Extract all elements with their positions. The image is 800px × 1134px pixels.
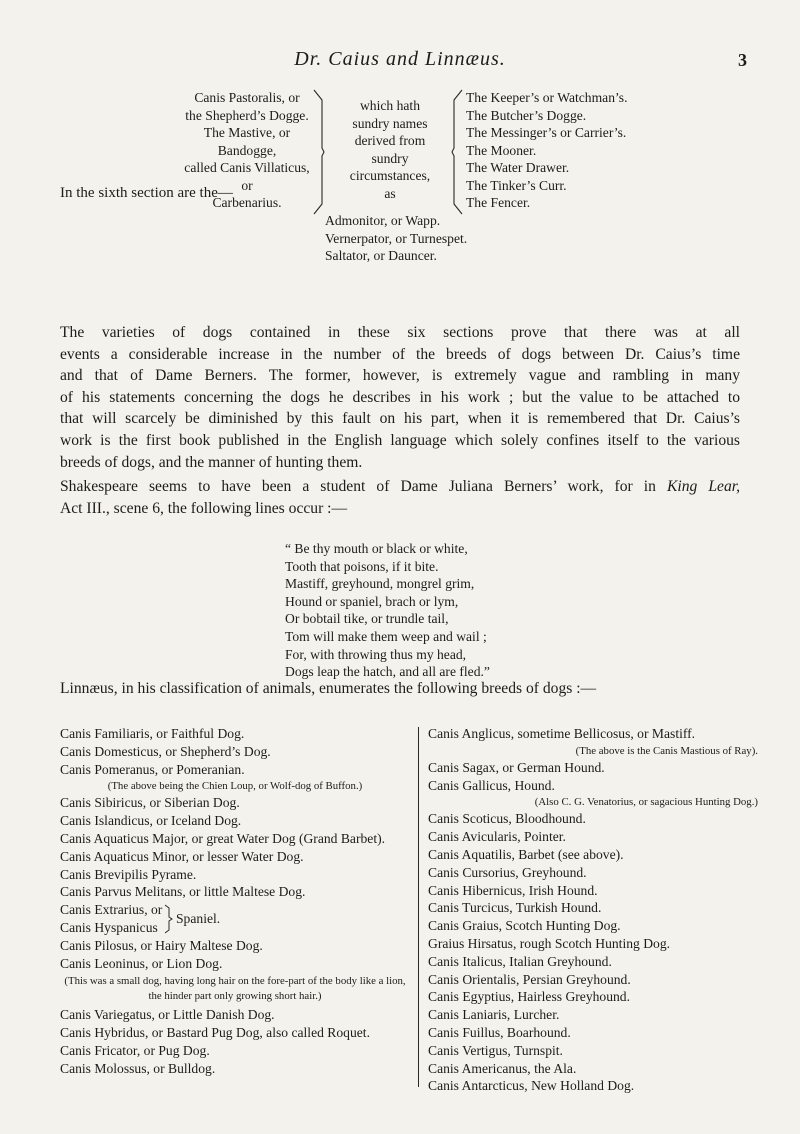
list-note: (Also C. G. Venatorius, or sagacious Hunting Dog.) — [534, 796, 758, 809]
table-line: derived from — [354, 133, 426, 148]
quote-line: Dogs leap the hatch, and all are fled.” — [285, 664, 490, 680]
list-item: Canis Sagax, or German Hound. — [428, 759, 605, 775]
table-line: The Mooner. — [466, 142, 537, 158]
list-item: Canis Sibiricus, or Siberian Dog. — [60, 795, 240, 811]
list-item: Canis Familiaris, or Faithful Dog. — [60, 726, 245, 741]
list-item: Saltator, or Dauncer. — [325, 248, 437, 263]
list-item: Canis Egyptius, Hairless Greyhound. — [428, 989, 630, 1005]
paragraph-text: Shakespeare seems to have been a student of Dame Juliana Berners’ work, for in — [60, 478, 656, 495]
list-note: (The above is the Canis Mastious of Ray). — [575, 744, 758, 757]
list-item: Canis Molossus, or Bulldog. — [60, 1060, 216, 1076]
list-item: Spaniel. — [176, 911, 221, 927]
shakespeare-quote — [285, 540, 490, 681]
breed-list-right — [428, 725, 758, 1095]
table-column-middle — [330, 97, 450, 202]
list-item: Canis Extrarius, or — [60, 902, 163, 918]
sixth-section-list — [325, 212, 467, 265]
paragraph-line: The varieties of dogs contained in these six sections prove that there was at all — [60, 324, 740, 341]
list-item: Canis Turcicus, Turkish Hound. — [428, 900, 602, 916]
paragraph-line: that will scarcely be diminished by this fault on his part, when it is remembered that Dr. Caius’s — [60, 410, 740, 428]
paragraph-line: and that of Dame Berners. The former, however, is extremely vague and rambling in many — [60, 367, 740, 385]
paragraph-line: Act III., scene 6, the following lines occur :— — [60, 499, 348, 517]
table-line: Canis Pastoralis, or — [194, 90, 300, 105]
paragraph-line: work is the first book published in the English language which solely confines itself to the various — [60, 431, 740, 449]
table-line: called Canis Villaticus, — [184, 160, 310, 175]
list-item: Canis Scoticus, Bloodhound. — [428, 811, 586, 827]
paragraph-line: of his statements concerning the dogs he describes in his work ; but the value to be attached to — [60, 388, 740, 406]
list-item: Canis Italicus, Italian Greyhound. — [428, 953, 612, 969]
body-paragraph-1 — [60, 322, 740, 473]
list-item: Canis Parvus Melitans, or little Maltese Dog. — [60, 884, 306, 900]
paragraph-line: events a considerable increase in the number of the breeds of dogs between Dr. Caius’s time — [60, 345, 740, 363]
breed-list-left — [60, 725, 410, 1078]
list-item: Vernerpator, or Turnespet. — [325, 230, 468, 246]
list-item: Canis Cursorius, Greyhound. — [428, 864, 587, 880]
list-item: Canis Pilosus, or Hairy Maltese Dog. — [60, 937, 263, 953]
quote-line: Tooth that poisons, if it bite. — [285, 558, 439, 574]
table-line: the Shepherd’s Dogge. — [185, 107, 309, 123]
list-item: Canis Hybridus, or Bastard Pug Dog, also called Roquet. — [60, 1025, 370, 1041]
list-item: Canis Orientalis, Persian Greyhound. — [428, 971, 631, 987]
page-number: 3 — [738, 50, 747, 70]
table-line: or — [241, 177, 253, 193]
table-line: The Tinker’s Curr. — [466, 177, 567, 193]
table-line: Bandogge, — [217, 142, 277, 158]
list-item: Canis Gallicus, Hound. — [428, 777, 555, 793]
table-line: The Fencer. — [466, 195, 531, 210]
brace-left-2 — [450, 88, 464, 216]
list-note: (The above being the Chien Loup, or Wolf-dog of Buffon.) — [107, 780, 363, 793]
quote-line: Tom will make them weep and wail ; — [285, 628, 487, 644]
table-line: The Water Drawer. — [466, 160, 570, 175]
list-item: Canis Pomeranus, or Pomeranian. — [60, 761, 245, 777]
linnaeus-intro: Linnæus, in his classification of animals, enumerates the following breeds of dogs :— — [60, 680, 597, 697]
list-item: Canis Antarcticus, New Holland Dog. — [428, 1078, 635, 1094]
table-line: sundry — [371, 150, 409, 166]
table-line: The Keeper’s or Watchman’s. — [466, 90, 628, 105]
quote-line: “ Be thy mouth or black or white, — [285, 541, 468, 556]
list-item: Canis Avicularis, Pointer. — [428, 829, 566, 845]
list-item: Canis Aquaticus Minor, or lesser Water Dog. — [60, 848, 304, 864]
table-line: which hath — [359, 98, 421, 113]
list-item: Canis Graius, Scotch Hunting Dog. — [428, 918, 621, 934]
list-item: Canis Aquatilis, Barbet (see above). — [428, 846, 624, 862]
list-item: Canis Laniaris, Lurcher. — [428, 1007, 560, 1023]
list-item: Admonitor, or Wapp. — [325, 213, 441, 228]
list-item: Canis Islandicus, or Iceland Dog. — [60, 813, 242, 829]
table-line: sundry names — [352, 115, 428, 131]
list-item: Graius Hirsatus, rough Scotch Hunting Dog. — [428, 935, 671, 951]
column-divider — [418, 727, 419, 1087]
paragraph-line — [60, 476, 740, 498]
table-line: as — [384, 185, 396, 201]
table-line: The Messinger’s or Carrier’s. — [466, 125, 627, 140]
sixth-section-intro: In the sixth section are the— — [60, 185, 233, 201]
running-head: Dr. Caius and Linnæus. — [294, 48, 506, 70]
brace-spaniel — [164, 903, 174, 935]
list-item: Canis Variegatus, or Little Danish Dog. — [60, 1007, 275, 1023]
quote-line: Hound or spaniel, brach or lym, — [285, 593, 459, 609]
spaniel-group — [60, 901, 410, 937]
table-line: The Mastive, or — [203, 125, 291, 140]
table-column-varieties — [466, 89, 696, 212]
table-line: The Butcher’s Dogge. — [466, 107, 587, 123]
quote-line: Or bobtail tike, or trundle tail, — [285, 611, 449, 627]
list-item: Canis Anglicus, sometime Bellicosus, or Mastiff. — [428, 726, 696, 741]
list-note: (This was a small dog, having long hair on the fore-part of the body like a lion, the hinder part only growing short hair.) — [64, 975, 406, 1003]
list-item: Canis Hibernicus, Irish Hound. — [428, 882, 598, 898]
brace-right-1 — [312, 88, 326, 216]
list-item: Canis Domesticus, or Shepherd’s Dog. — [60, 743, 271, 759]
list-item: Canis Leoninus, or Lion Dog. — [60, 955, 223, 971]
list-item: Canis Hyspanicus — [60, 919, 158, 935]
table-line: circumstances, — [349, 168, 431, 183]
list-item: Canis Americanus, the Ala. — [428, 1060, 577, 1076]
quote-line: For, with throwing thus my head, — [285, 646, 467, 662]
list-item: Canis Fuillus, Boarhound. — [428, 1024, 571, 1040]
play-title: King Lear, — [666, 478, 740, 495]
list-item: Canis Fricator, or Pug Dog. — [60, 1042, 210, 1058]
quote-line: Mastiff, greyhound, mongrel grim, — [285, 576, 475, 592]
paragraph-line: breeds of dogs, and the manner of hunting them. — [60, 453, 363, 471]
list-item: Canis Vertigus, Turnspit. — [428, 1042, 563, 1058]
body-paragraph-2 — [60, 476, 740, 519]
list-item: Canis Brevipilis Pyrame. — [60, 866, 197, 882]
table-line: Carbenarius. — [212, 195, 282, 210]
list-item: Canis Aquaticus Major, or great Water Dog (Grand Barbet). — [60, 830, 386, 846]
